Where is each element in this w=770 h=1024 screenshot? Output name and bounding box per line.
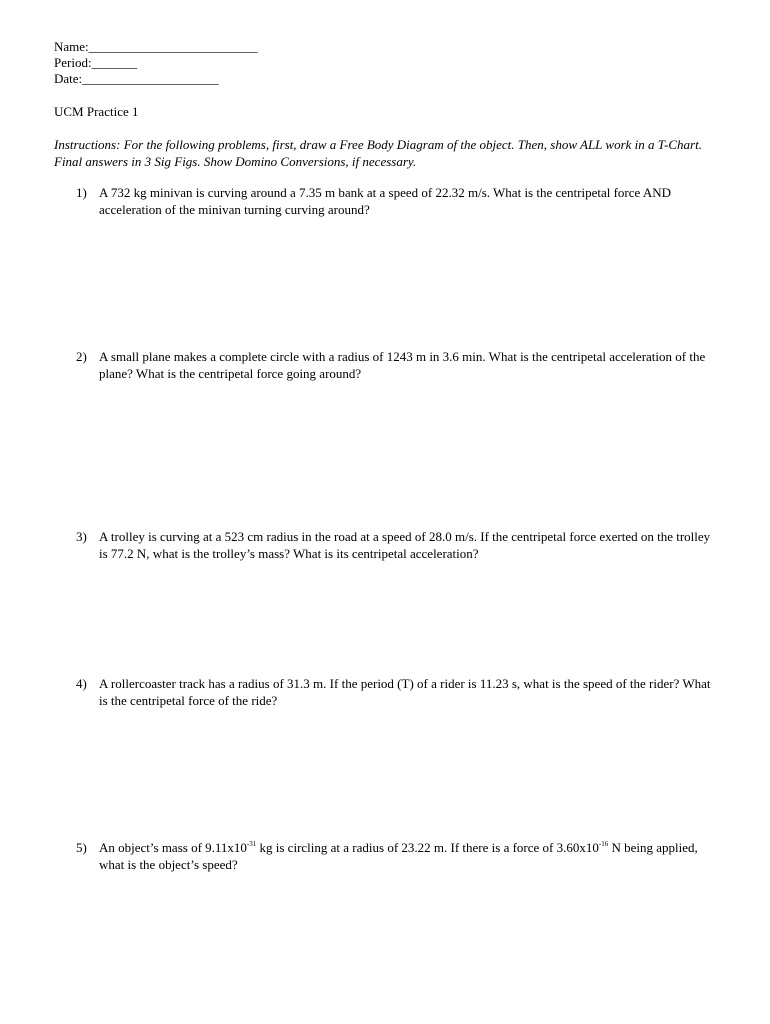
question-text-part: kg is circling at a radius of 23.22 m. If there is a force of 3.60x10 bbox=[256, 840, 599, 855]
question-text: A small plane makes a complete circle with a radius of 1243 m in 3.6 min. What is the centripetal acceleration of the plane? What is the centripetal force going around? bbox=[99, 349, 706, 381]
question-text-part: N being applied, what is the object’s speed? bbox=[99, 840, 698, 872]
name-field bbox=[54, 38, 258, 55]
period-label: Period: bbox=[54, 55, 92, 70]
question-text: A trolley is curving at a 523 cm radius in the road at a speed of 28.0 m/s. If the centripetal force exerted on the trolley is 77.2 N, what is the trolley’s mass? What is its centripetal acceleration? bbox=[99, 529, 711, 561]
question-number: 3) bbox=[76, 529, 87, 544]
question-text: A rollercoaster track has a radius of 31.3 m. If the period (T) of a rider is 11.23 s, what is the speed of the rider? What is the centripetal force of the ride? bbox=[99, 676, 711, 708]
question-text bbox=[99, 839, 717, 873]
question-number: 4) bbox=[76, 676, 87, 691]
date-label: Date: bbox=[54, 71, 83, 86]
question-number: 5) bbox=[76, 840, 87, 855]
page-title: UCM Practice 1 bbox=[54, 104, 139, 119]
period-blank-line[interactable]: _______ bbox=[91, 55, 138, 70]
instructions: Instructions: For the following problems, first, draw a Free Body Diagram of the object. Then, show ALL work in a T-Chart. Final answers in 3 Sig Figs. Show Domino Conversions, if necessary. bbox=[54, 137, 702, 169]
question-text-part: An object’s mass of 9.11x10 bbox=[99, 840, 247, 855]
name-blank-line[interactable]: __________________________ bbox=[88, 39, 258, 54]
question-text: A 732 kg minivan is curving around a 7.35 m bank at a speed of 22.32 m/s. What is the centripetal force AND acceleration of the minivan turning curving around? bbox=[99, 185, 671, 217]
question-number: 2) bbox=[76, 349, 87, 364]
date-field bbox=[54, 70, 219, 87]
exponent: -31 bbox=[246, 840, 257, 848]
name-label: Name: bbox=[54, 39, 89, 54]
question-number: 1) bbox=[76, 185, 87, 200]
exponent: -16 bbox=[598, 840, 609, 848]
date-blank-line[interactable]: _____________________ bbox=[82, 71, 219, 86]
period-field bbox=[54, 54, 137, 71]
